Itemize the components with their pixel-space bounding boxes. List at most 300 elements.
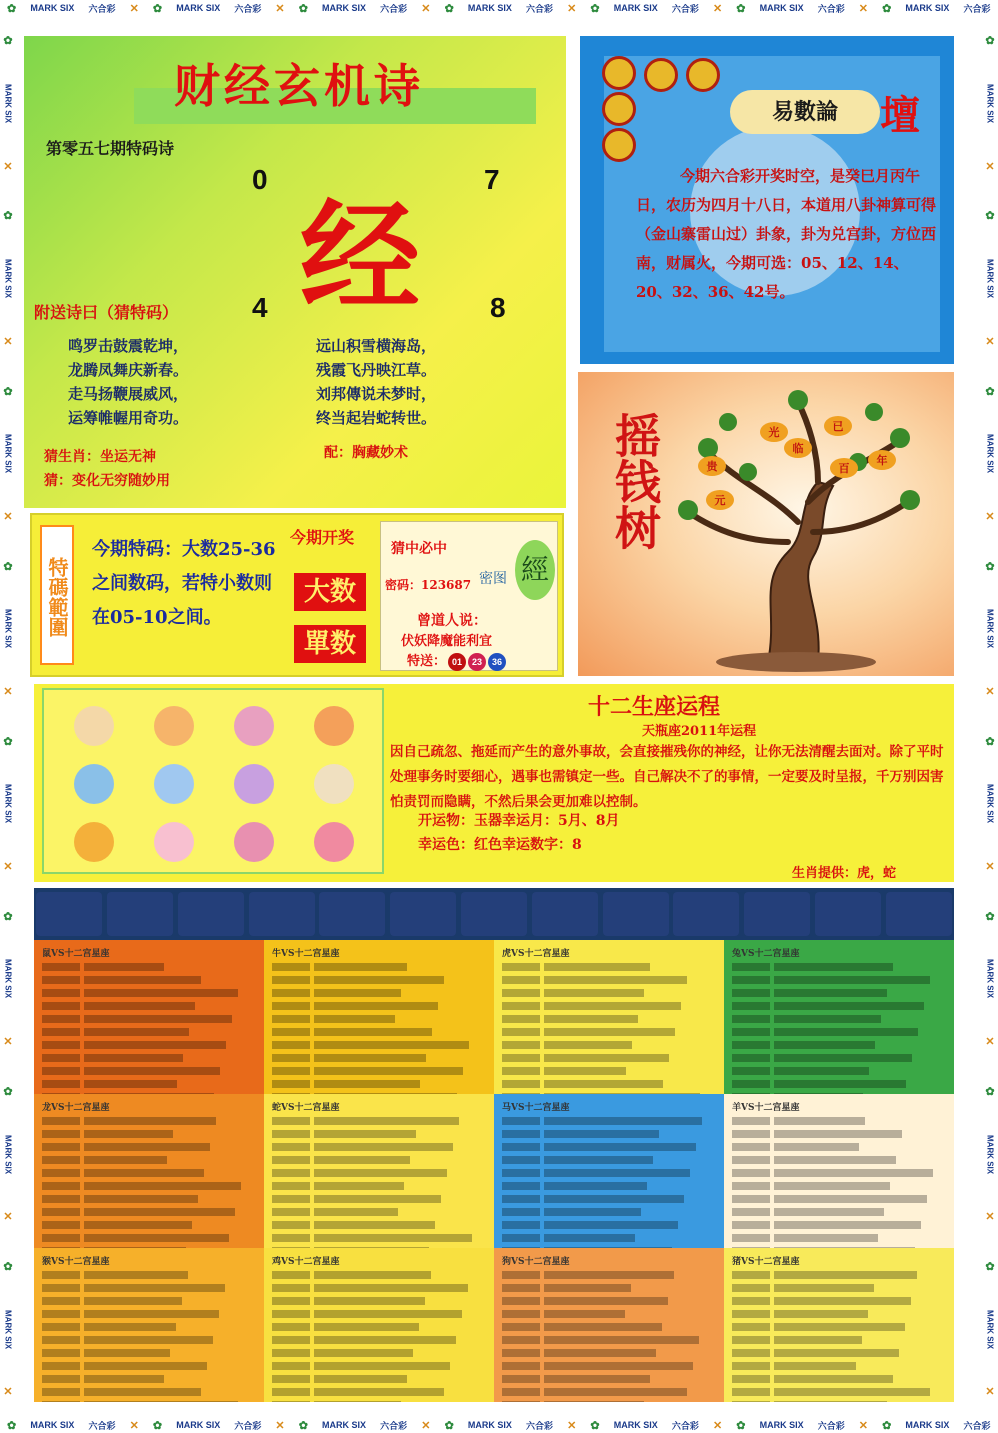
row-text-block	[314, 1130, 416, 1138]
row-text-block	[314, 1195, 441, 1203]
text-row	[502, 1310, 716, 1321]
row-text-block	[774, 1067, 869, 1075]
text-row	[502, 1284, 716, 1295]
text-row	[502, 1080, 716, 1091]
brand-cn: 六合彩	[671, 3, 699, 14]
cell-rows	[272, 1117, 486, 1248]
cross-icon: ✕	[129, 2, 139, 15]
cross-icon: ✕	[985, 1036, 995, 1049]
row-label-block	[732, 1349, 770, 1357]
row-text-block	[544, 1067, 626, 1075]
grid-cell	[264, 1094, 494, 1248]
brand-en: MARK SIX	[3, 959, 13, 999]
row-text-block	[314, 1362, 450, 1370]
row-label-block	[42, 1156, 80, 1164]
cross-icon: ✕	[3, 686, 13, 699]
row-label-block	[502, 1297, 540, 1305]
text-row	[732, 1388, 946, 1399]
row-label-block	[502, 1323, 540, 1331]
flower-icon: ✿	[985, 1085, 995, 1098]
row-label-block	[502, 1401, 540, 1402]
cell-rows	[732, 1117, 946, 1248]
row-label-block	[732, 1388, 770, 1396]
brand-en: MARK SIX	[467, 3, 512, 13]
brand-en: MARK SIX	[467, 1420, 512, 1430]
row-label-block	[272, 1284, 310, 1292]
text-row	[502, 963, 716, 974]
horoscope-subtitle: 天瓶座2011年运程	[642, 724, 757, 739]
row-text-block	[314, 1375, 407, 1383]
row-text-block	[544, 1041, 632, 1049]
cross-icon: ✕	[275, 2, 285, 15]
range-side-label: 特碼範圍	[40, 525, 74, 665]
poem-line: 终当起岩蛇转世。	[316, 409, 437, 427]
special-label: 特送：	[407, 654, 447, 669]
flower-icon: ✿	[985, 1260, 995, 1273]
row-text-block	[774, 1182, 890, 1190]
row-label-block	[42, 1041, 80, 1049]
pisces-icon	[314, 822, 354, 862]
cell-heading: 兔VS十二宫星座	[732, 949, 800, 959]
row-text-block	[84, 1117, 216, 1125]
text-row	[42, 1117, 256, 1128]
row-text-block	[314, 1054, 426, 1062]
text-row	[42, 963, 256, 974]
cancer-icon	[154, 764, 194, 804]
row-text-block	[544, 976, 687, 984]
issue-label: 第零五七期特码诗	[46, 139, 175, 158]
flower-icon: ✿	[3, 735, 13, 748]
cross-icon: ✕	[129, 1419, 139, 1432]
flower-icon: ✿	[444, 2, 454, 15]
row-label-block	[42, 1182, 80, 1190]
daoren-label: 曾道人说：	[417, 613, 487, 629]
brand-en: MARK SIX	[3, 259, 13, 299]
coin-label: 临	[792, 442, 804, 455]
row-label-block	[502, 1195, 540, 1203]
row-text-block	[314, 976, 444, 984]
row-text-block	[84, 1169, 204, 1177]
row-label-block	[732, 963, 770, 971]
row-label-block	[42, 1388, 80, 1396]
row-text-block	[774, 963, 893, 971]
money-tree-panel	[578, 372, 954, 676]
brand-en: MARK SIX	[985, 959, 995, 999]
text-row	[502, 1182, 716, 1193]
brand-cn: 六合彩	[817, 3, 845, 14]
row-label-block	[502, 1130, 540, 1138]
row-text-block	[314, 1143, 453, 1151]
brand-cn: 六合彩	[380, 1420, 408, 1431]
text-row	[272, 1221, 486, 1232]
coin-icon	[602, 128, 636, 162]
row-label-block	[42, 1080, 80, 1088]
row-label-block	[272, 1130, 310, 1138]
text-row	[732, 1401, 946, 1402]
row-label-block	[732, 1015, 770, 1023]
text-row	[502, 1271, 716, 1282]
range-description: 今期特码：大数25-36之间数码，若特小数则在05-10之间。	[92, 539, 276, 628]
text-row	[42, 1336, 256, 1347]
brand-en: MARK SIX	[613, 3, 658, 13]
cross-icon: ✕	[421, 1419, 431, 1432]
pisces-icon	[532, 892, 598, 936]
flower-icon: ✿	[590, 2, 600, 15]
row-label-block	[502, 1362, 540, 1370]
text-row	[272, 1310, 486, 1321]
coin-label: 年	[876, 454, 888, 467]
grid-cell	[724, 1248, 954, 1402]
row-text-block	[314, 1169, 447, 1177]
text-row	[732, 1015, 946, 1026]
row-label-block	[272, 1297, 310, 1305]
row-text-block	[314, 1388, 444, 1396]
cancer-icon	[249, 892, 315, 936]
row-text-block	[84, 1067, 220, 1075]
row-label-block	[732, 1375, 770, 1383]
row-text-block	[84, 1015, 232, 1023]
row-text-block	[774, 1388, 930, 1396]
text-row	[42, 1169, 256, 1180]
row-text-block	[84, 1349, 170, 1357]
row-label-block	[42, 1208, 80, 1216]
row-label-block	[272, 1028, 310, 1036]
cell-rows	[732, 1271, 946, 1402]
text-row	[42, 1195, 256, 1206]
row-text-block	[314, 1271, 431, 1279]
text-row	[502, 989, 716, 1000]
text-row	[42, 1310, 256, 1321]
row-label-block	[732, 1169, 770, 1177]
row-text-block	[544, 1195, 684, 1203]
row-label-block	[732, 1234, 770, 1242]
row-label-block	[732, 1271, 770, 1279]
cell-heading: 鸡VS十二宫星座	[272, 1257, 340, 1267]
row-label-block	[272, 1401, 310, 1402]
grid-cell	[34, 1248, 264, 1402]
text-row	[502, 1169, 716, 1180]
row-label-block	[502, 1234, 540, 1242]
flower-icon: ✿	[985, 210, 995, 223]
cell-heading: 鼠VS十二宫星座	[42, 949, 110, 959]
cross-icon: ✕	[985, 686, 995, 699]
text-row	[732, 1234, 946, 1245]
altar-character: 壇	[880, 92, 920, 139]
row-text-block	[84, 1143, 210, 1151]
row-text-block	[314, 1297, 425, 1305]
taurus-icon	[178, 892, 244, 936]
row-label-block	[502, 1169, 540, 1177]
row-text-block	[314, 1221, 435, 1229]
text-row	[502, 1349, 716, 1360]
text-row	[502, 1002, 716, 1013]
brand-en: MARK SIX	[905, 3, 950, 13]
text-row	[732, 1130, 946, 1141]
row-text-block	[544, 1143, 696, 1151]
text-row	[42, 1130, 256, 1141]
text-row	[272, 1067, 486, 1078]
flower-icon: ✿	[7, 2, 17, 15]
number-ball: 23	[468, 653, 486, 671]
horoscope-title: 十二生座运程	[588, 694, 721, 720]
cell-rows	[732, 963, 946, 1094]
text-row	[272, 1284, 486, 1295]
flower-icon: ✿	[985, 910, 995, 923]
row-text-block	[84, 1375, 164, 1383]
text-row	[42, 1002, 256, 1013]
row-label-block	[42, 1002, 80, 1010]
row-text-block	[544, 1271, 674, 1279]
row-text-block	[774, 1195, 927, 1203]
row-label-block	[42, 1349, 80, 1357]
row-text-block	[84, 1080, 177, 1088]
row-text-block	[544, 1182, 647, 1190]
poem-line: 龙腾凤舞庆新春。	[68, 361, 189, 379]
cell-heading: 龙VS十二宫星座	[42, 1103, 110, 1113]
row-label-block	[272, 963, 310, 971]
flower-icon: ✿	[3, 560, 13, 573]
row-label-block	[502, 989, 540, 997]
poem-line: 运筹帷幄用奇功。	[68, 409, 189, 427]
text-row	[272, 1080, 486, 1091]
row-label-block	[272, 1080, 310, 1088]
brand-cn: 六合彩	[234, 1420, 262, 1431]
cell-rows	[502, 1117, 716, 1248]
text-row	[502, 1297, 716, 1308]
row-label-block	[732, 1143, 770, 1151]
row-text-block	[774, 1375, 893, 1383]
row-label-block	[272, 1041, 310, 1049]
text-row	[502, 1401, 716, 1402]
special-numbers	[407, 650, 506, 671]
row-label-block	[272, 1310, 310, 1318]
cell-heading: 虎VS十二宫星座	[502, 949, 570, 959]
text-row	[502, 976, 716, 987]
text-row	[42, 1041, 256, 1052]
gemini-icon	[74, 764, 114, 804]
row-text-block	[774, 989, 887, 997]
row-label-block	[502, 1182, 540, 1190]
text-row	[732, 1002, 946, 1013]
aquarius-icon	[234, 822, 274, 862]
text-row	[272, 989, 486, 1000]
row-text-block	[84, 1041, 226, 1049]
row-text-block	[314, 1208, 398, 1216]
row-label-block	[502, 1143, 540, 1151]
row-label-block	[42, 1221, 80, 1229]
row-text-block	[84, 1221, 192, 1229]
brand-cn: 六合彩	[526, 3, 554, 14]
row-text-block	[544, 1221, 678, 1229]
row-label-block	[732, 989, 770, 997]
row-text-block	[544, 1388, 687, 1396]
virgo-icon	[673, 892, 739, 936]
text-row	[732, 1143, 946, 1154]
row-label-block	[42, 1271, 80, 1279]
row-label-block	[272, 976, 310, 984]
range-panel	[30, 513, 564, 677]
row-label-block	[502, 1015, 540, 1023]
row-text-block	[544, 1349, 656, 1357]
brand-en: MARK SIX	[613, 1420, 658, 1430]
cell-rows	[502, 963, 716, 1094]
row-text-block	[544, 1310, 625, 1318]
row-label-block	[42, 1401, 80, 1402]
row-label-block	[502, 1028, 540, 1036]
text-row	[732, 1041, 946, 1052]
text-row	[42, 1323, 256, 1334]
row-label-block	[502, 1208, 540, 1216]
money-tree-label: 摇钱树	[608, 412, 662, 550]
row-label-block	[272, 1169, 310, 1177]
text-row	[732, 1284, 946, 1295]
row-label-block	[272, 1002, 310, 1010]
text-row	[272, 1002, 486, 1013]
row-text-block	[774, 976, 930, 984]
hint-extra: 配：胸藏妙术	[324, 445, 408, 461]
cell-rows	[42, 1117, 256, 1248]
text-row	[272, 1297, 486, 1308]
text-row	[272, 1015, 486, 1026]
text-row	[42, 1271, 256, 1282]
row-label-block	[42, 1169, 80, 1177]
brand-en: MARK SIX	[759, 3, 804, 13]
row-text-block	[774, 1156, 896, 1164]
row-text-block	[774, 1130, 902, 1138]
flower-icon: ✿	[985, 35, 995, 48]
brand-cn: 六合彩	[380, 3, 408, 14]
flower-icon: ✿	[298, 2, 308, 15]
row-text-block	[774, 1208, 884, 1216]
lucky-item: 开运物：玉器幸运月：5月、8月	[418, 813, 620, 829]
cross-icon: ✕	[985, 1211, 995, 1224]
poem-title: 财经玄机诗	[174, 59, 424, 113]
capricorn-icon	[390, 892, 456, 936]
cell-heading: 马VS十二宫星座	[502, 1103, 570, 1113]
open-size-box: 大数	[294, 573, 366, 611]
text-row	[42, 1143, 256, 1154]
row-text-block	[774, 1349, 899, 1357]
row-text-block	[544, 1323, 662, 1331]
row-text-block	[314, 1015, 395, 1023]
row-label-block	[272, 1375, 310, 1383]
cross-icon: ✕	[985, 335, 995, 348]
zodiac-icons	[42, 688, 384, 874]
text-row	[502, 1234, 716, 1245]
flower-icon: ✿	[3, 910, 13, 923]
row-text-block	[544, 1208, 641, 1216]
row-label-block	[272, 1271, 310, 1279]
leo-icon	[74, 822, 114, 862]
row-label-block	[502, 1284, 540, 1292]
row-label-block	[42, 1195, 80, 1203]
flower-icon: ✿	[3, 1085, 13, 1098]
coin-label: 光	[768, 426, 780, 439]
text-row	[732, 1195, 946, 1206]
row-text-block	[774, 1297, 911, 1305]
row-text-block	[544, 1015, 638, 1023]
row-label-block	[502, 1067, 540, 1075]
row-label-block	[42, 1234, 80, 1242]
grid-cell	[494, 1094, 724, 1248]
text-row	[42, 1067, 256, 1078]
coin-label: 元	[714, 494, 726, 507]
cross-icon: ✕	[985, 160, 995, 173]
cross-icon: ✕	[3, 1386, 13, 1399]
cross-icon: ✕	[3, 335, 13, 348]
text-row	[732, 1323, 946, 1334]
row-label-block	[502, 1336, 540, 1344]
row-text-block	[774, 1234, 878, 1242]
flower-icon: ✿	[985, 560, 995, 573]
row-label-block	[42, 1117, 80, 1125]
brand-en: MARK SIX	[322, 3, 367, 13]
text-row	[502, 1208, 716, 1219]
row-text-block	[314, 1401, 401, 1402]
row-text-block	[84, 1182, 241, 1190]
text-row	[502, 1015, 716, 1026]
coin-icon	[602, 92, 636, 126]
row-text-block	[774, 1271, 917, 1279]
row-label-block	[272, 1362, 310, 1370]
top-border	[0, 0, 998, 16]
row-label-block	[732, 1041, 770, 1049]
row-label-block	[732, 1080, 770, 1088]
cross-icon: ✕	[3, 1036, 13, 1049]
row-label-block	[502, 1349, 540, 1357]
row-label-block	[42, 1028, 80, 1036]
text-row	[42, 1080, 256, 1091]
flower-icon: ✿	[882, 1419, 892, 1432]
row-text-block	[84, 1130, 173, 1138]
cross-icon: ✕	[858, 2, 869, 15]
brand-en: MARK SIX	[985, 434, 995, 474]
row-text-block	[774, 1401, 887, 1402]
row-label-block	[502, 1156, 540, 1164]
row-label-block	[42, 1067, 80, 1075]
cross-icon: ✕	[712, 1419, 723, 1432]
text-row	[502, 1117, 716, 1128]
row-label-block	[42, 1297, 80, 1305]
text-row	[502, 1388, 716, 1399]
text-row	[732, 1349, 946, 1360]
row-label-block	[272, 1143, 310, 1151]
brand-en: MARK SIX	[985, 784, 995, 824]
text-row	[272, 1323, 486, 1334]
text-row	[272, 1028, 486, 1039]
number-bottom-right: 8	[490, 292, 506, 323]
flower-icon: ✿	[590, 1419, 600, 1432]
text-row	[42, 1284, 256, 1295]
text-row	[272, 1182, 486, 1193]
cell-heading: 狗VS十二宫星座	[502, 1257, 570, 1267]
cross-icon: ✕	[985, 861, 995, 874]
row-label-block	[272, 1323, 310, 1331]
poem-line: 走马扬鞭展威风，	[68, 385, 189, 403]
open-label: 今期开奖	[290, 528, 355, 547]
sagittarius-icon	[234, 764, 274, 804]
libra-icon	[234, 706, 274, 746]
text-row	[42, 1388, 256, 1399]
text-row	[732, 1169, 946, 1180]
cross-icon: ✕	[3, 160, 13, 173]
text-row	[502, 1362, 716, 1373]
poem-subtitle: 附送诗曰（猜特码）	[34, 303, 179, 322]
text-row	[502, 1041, 716, 1052]
row-label-block	[732, 1067, 770, 1075]
cell-heading: 牛VS十二宫星座	[272, 949, 340, 959]
text-row	[732, 1208, 946, 1219]
